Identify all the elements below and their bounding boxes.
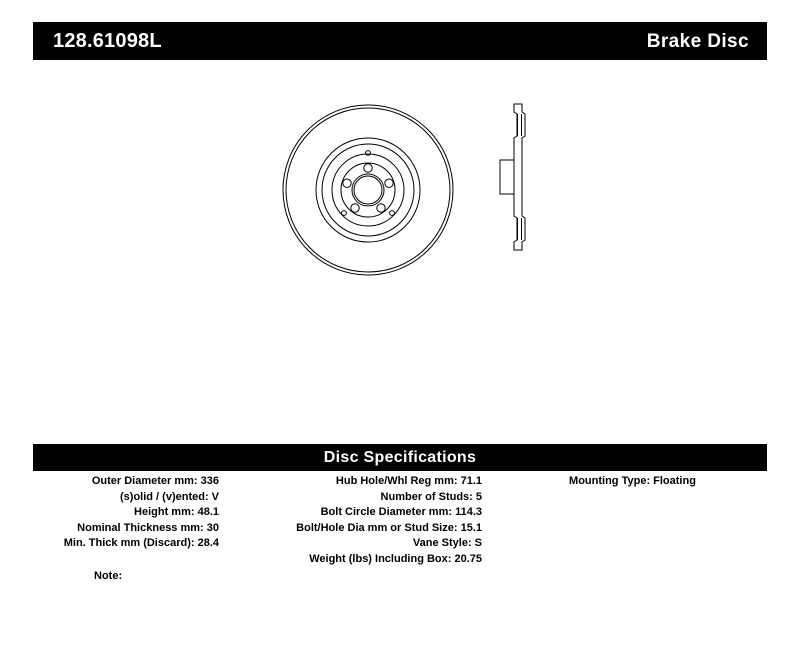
spec-item: Weight (lbs) Including Box: 20.75 bbox=[309, 552, 482, 565]
hat-vent-hole bbox=[342, 211, 347, 216]
rotor-profile-outline bbox=[514, 104, 525, 250]
spec-item: Bolt Circle Diameter mm: 114.3 bbox=[320, 506, 482, 519]
stud-hole bbox=[364, 164, 372, 172]
spec-item: Nominal Thickness mm: 30 bbox=[77, 521, 219, 534]
hat-vent-hole bbox=[366, 151, 371, 156]
spec-item: Height mm: 48.1 bbox=[134, 506, 219, 519]
page-title: Brake Disc bbox=[646, 30, 749, 52]
drawing-area bbox=[33, 70, 767, 420]
note-label: Note: bbox=[94, 570, 123, 582]
rotor-profile-vent-lines bbox=[518, 114, 522, 240]
specs-left-column bbox=[33, 474, 222, 552]
rotor-profile-hat bbox=[500, 160, 514, 194]
rotor-center-bore-inner-circle bbox=[354, 176, 382, 204]
specs-section-title: Disc Specifications bbox=[323, 448, 477, 466]
spec-item: Min. Thick mm (Discard): 28.4 bbox=[63, 537, 219, 550]
stud-hole bbox=[351, 204, 359, 212]
rotor-outer-edge-inner-circle bbox=[286, 108, 450, 272]
spec-item: Mounting Type: Floating bbox=[569, 475, 696, 487]
specs-section-header bbox=[33, 444, 767, 471]
header-bar bbox=[33, 22, 767, 60]
rotor-hub-face-circle bbox=[341, 163, 395, 217]
specs-right-column bbox=[484, 474, 767, 490]
spec-item: Hub Hole/Whl Reg mm: 71.1 bbox=[335, 475, 482, 487]
hat-vent-hole bbox=[390, 211, 395, 216]
stud-hole bbox=[343, 179, 351, 187]
rotor-hat-outer-circle bbox=[322, 144, 414, 236]
part-number: 128.61098L bbox=[53, 30, 162, 52]
stud-hole bbox=[377, 204, 385, 212]
spec-item: (s)olid / (v)ented: V bbox=[120, 490, 219, 503]
specs-columns bbox=[33, 474, 767, 584]
spec-item: Bolt/Hole Dia mm or Stud Size: 15.1 bbox=[296, 521, 482, 534]
spec-item: Number of Studs: 5 bbox=[380, 490, 482, 503]
rotor-center-bore-circle bbox=[352, 174, 384, 206]
stud-hole bbox=[385, 179, 393, 187]
specs-middle-column bbox=[222, 474, 484, 568]
spec-item: Vane Style: S bbox=[412, 537, 482, 550]
rotor-drawing bbox=[278, 90, 578, 290]
spec-item: Outer Diameter mm: 336 bbox=[91, 475, 219, 487]
rotor-outer-edge-circle bbox=[283, 105, 453, 275]
